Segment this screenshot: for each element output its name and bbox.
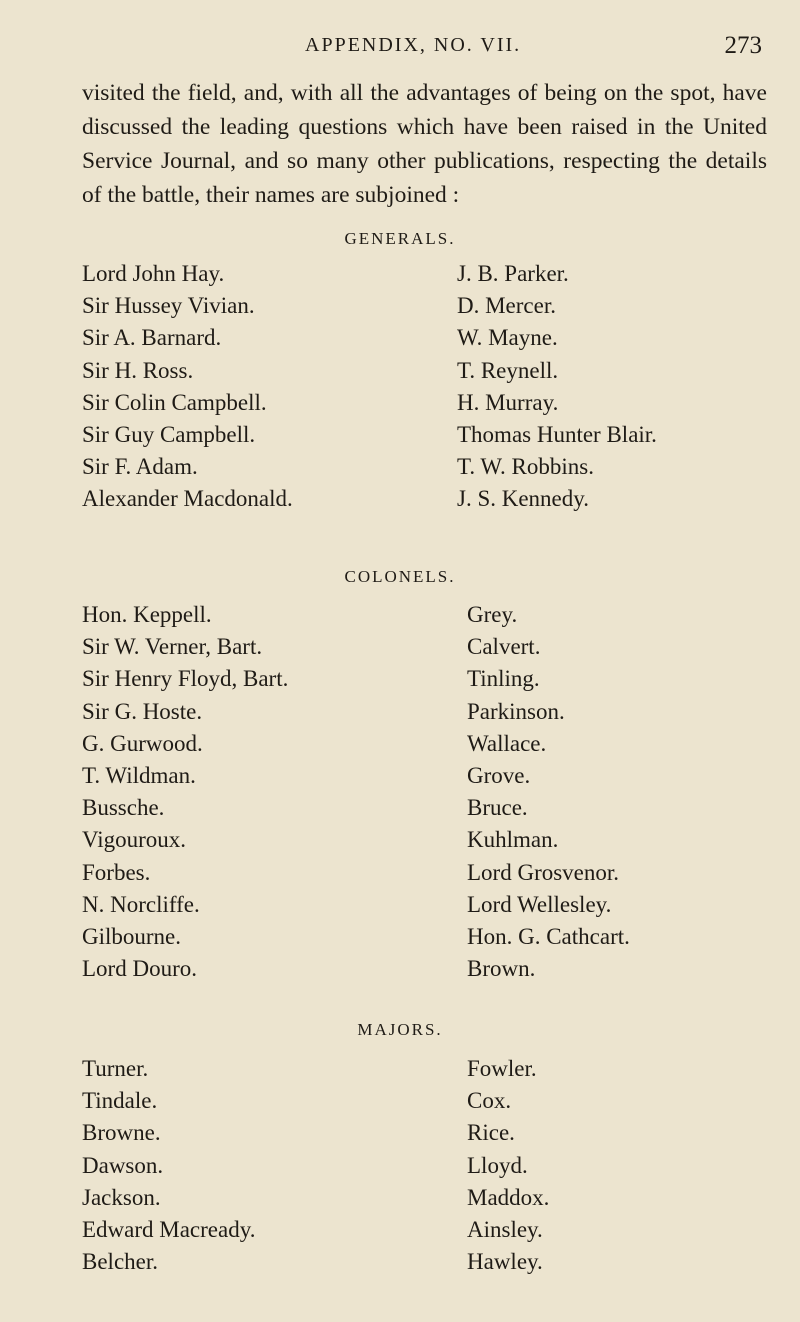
running-head [0, 34, 800, 64]
name-entry: Rice. [467, 1120, 515, 1146]
name-entry: Tinling. [467, 666, 540, 692]
name-entry: Thomas Hunter Blair. [457, 422, 657, 448]
majors-right-column [467, 1053, 549, 1278]
generals-right-column [457, 258, 657, 516]
running-head-title: APPENDIX, NO. VII. [305, 34, 522, 56]
name-entry: Sir G. Hoste. [82, 698, 203, 724]
name-entry: J. B. Parker. [457, 261, 569, 286]
name-entry: Parkinson. [467, 698, 565, 724]
name-entry: Lord Grosvenor. [467, 859, 620, 885]
name-entry: Maddox. [467, 1184, 550, 1210]
name-entry: Fowler. [467, 1056, 537, 1081]
name-entry: Hon. G. Cathcart. [467, 924, 630, 950]
name-entry: D. Mercer. [457, 293, 556, 319]
name-entry: Dawson. [82, 1152, 164, 1178]
page-number: 273 [724, 32, 762, 59]
name-entry: Sir W. Verner, Bart. [82, 634, 263, 660]
name-entry: Wallace. [467, 730, 547, 756]
colonels-heading: COLONELS. [344, 567, 456, 586]
name-entry: Sir Hussey Vivian. [82, 293, 255, 319]
name-entry: Sir Guy Campbell. [82, 422, 256, 448]
name-entry: Lord Wellesley. [467, 891, 612, 917]
name-entry: G. Gurwood. [82, 730, 203, 756]
name-entry: T. Wildman. [82, 763, 196, 789]
name-entry: Grove. [467, 763, 531, 789]
intro-paragraph: visited the field, and, with all the advantages of being on the spot, have discussed the leading questions which have been raised in the United Service Journal, and so many other publications, respecting the details of the battle, their names are subjoined : [82, 80, 767, 208]
name-entry: Lord John Hay. [82, 261, 225, 286]
majors-heading: MAJORS. [357, 1020, 443, 1039]
name-entry: Alexander Macdonald. [82, 486, 293, 512]
majors-left-column [82, 1053, 255, 1278]
name-entry: Lord Douro. [82, 956, 197, 982]
name-entry: W. Mayne. [457, 325, 558, 351]
name-entry: Bruce. [467, 795, 528, 821]
name-entry: Tindale. [82, 1088, 158, 1114]
name-entry: Sir Henry Floyd, Bart. [82, 666, 289, 692]
name-entry: Ainsley. [467, 1217, 543, 1243]
name-entry: Kuhlman. [467, 827, 559, 853]
name-entry: Edward Macready. [82, 1217, 256, 1243]
name-entry: Jackson. [82, 1184, 161, 1210]
name-entry: Lloyd. [467, 1152, 528, 1178]
name-entry: Belcher. [82, 1249, 158, 1275]
name-entry: Hawley. [467, 1249, 543, 1275]
name-entry: Vigouroux. [82, 827, 187, 853]
name-entry: Gilbourne. [82, 924, 182, 950]
name-entry: Grey. [467, 602, 518, 627]
name-entry: T. Reynell. [457, 357, 559, 383]
name-entry: H. Murray. [457, 389, 559, 415]
name-entry: Cox. [467, 1088, 512, 1114]
name-entry: Browne. [82, 1120, 161, 1146]
name-entry: Sir H. Ross. [82, 357, 194, 383]
generals-left-column [82, 258, 293, 516]
name-entry: T. W. Robbins. [457, 454, 594, 480]
name-entry: Calvert. [467, 634, 541, 660]
name-entry: Brown. [467, 956, 536, 982]
name-entry: Sir F. Adam. [82, 454, 198, 480]
name-entry: Forbes. [82, 859, 151, 885]
name-entry: J. S. Kennedy. [457, 486, 590, 512]
colonels-right-column [467, 599, 630, 985]
name-entry: Bussche. [82, 795, 165, 821]
name-entry: Sir A. Barnard. [82, 325, 222, 351]
name-entry: Sir Colin Campbell. [82, 389, 267, 415]
generals-heading: GENERALS. [344, 229, 456, 248]
colonels-left-column [82, 599, 288, 985]
name-entry: Turner. [82, 1056, 149, 1081]
name-entry: N. Norcliffe. [82, 891, 200, 917]
name-entry: Hon. Keppell. [82, 602, 212, 627]
